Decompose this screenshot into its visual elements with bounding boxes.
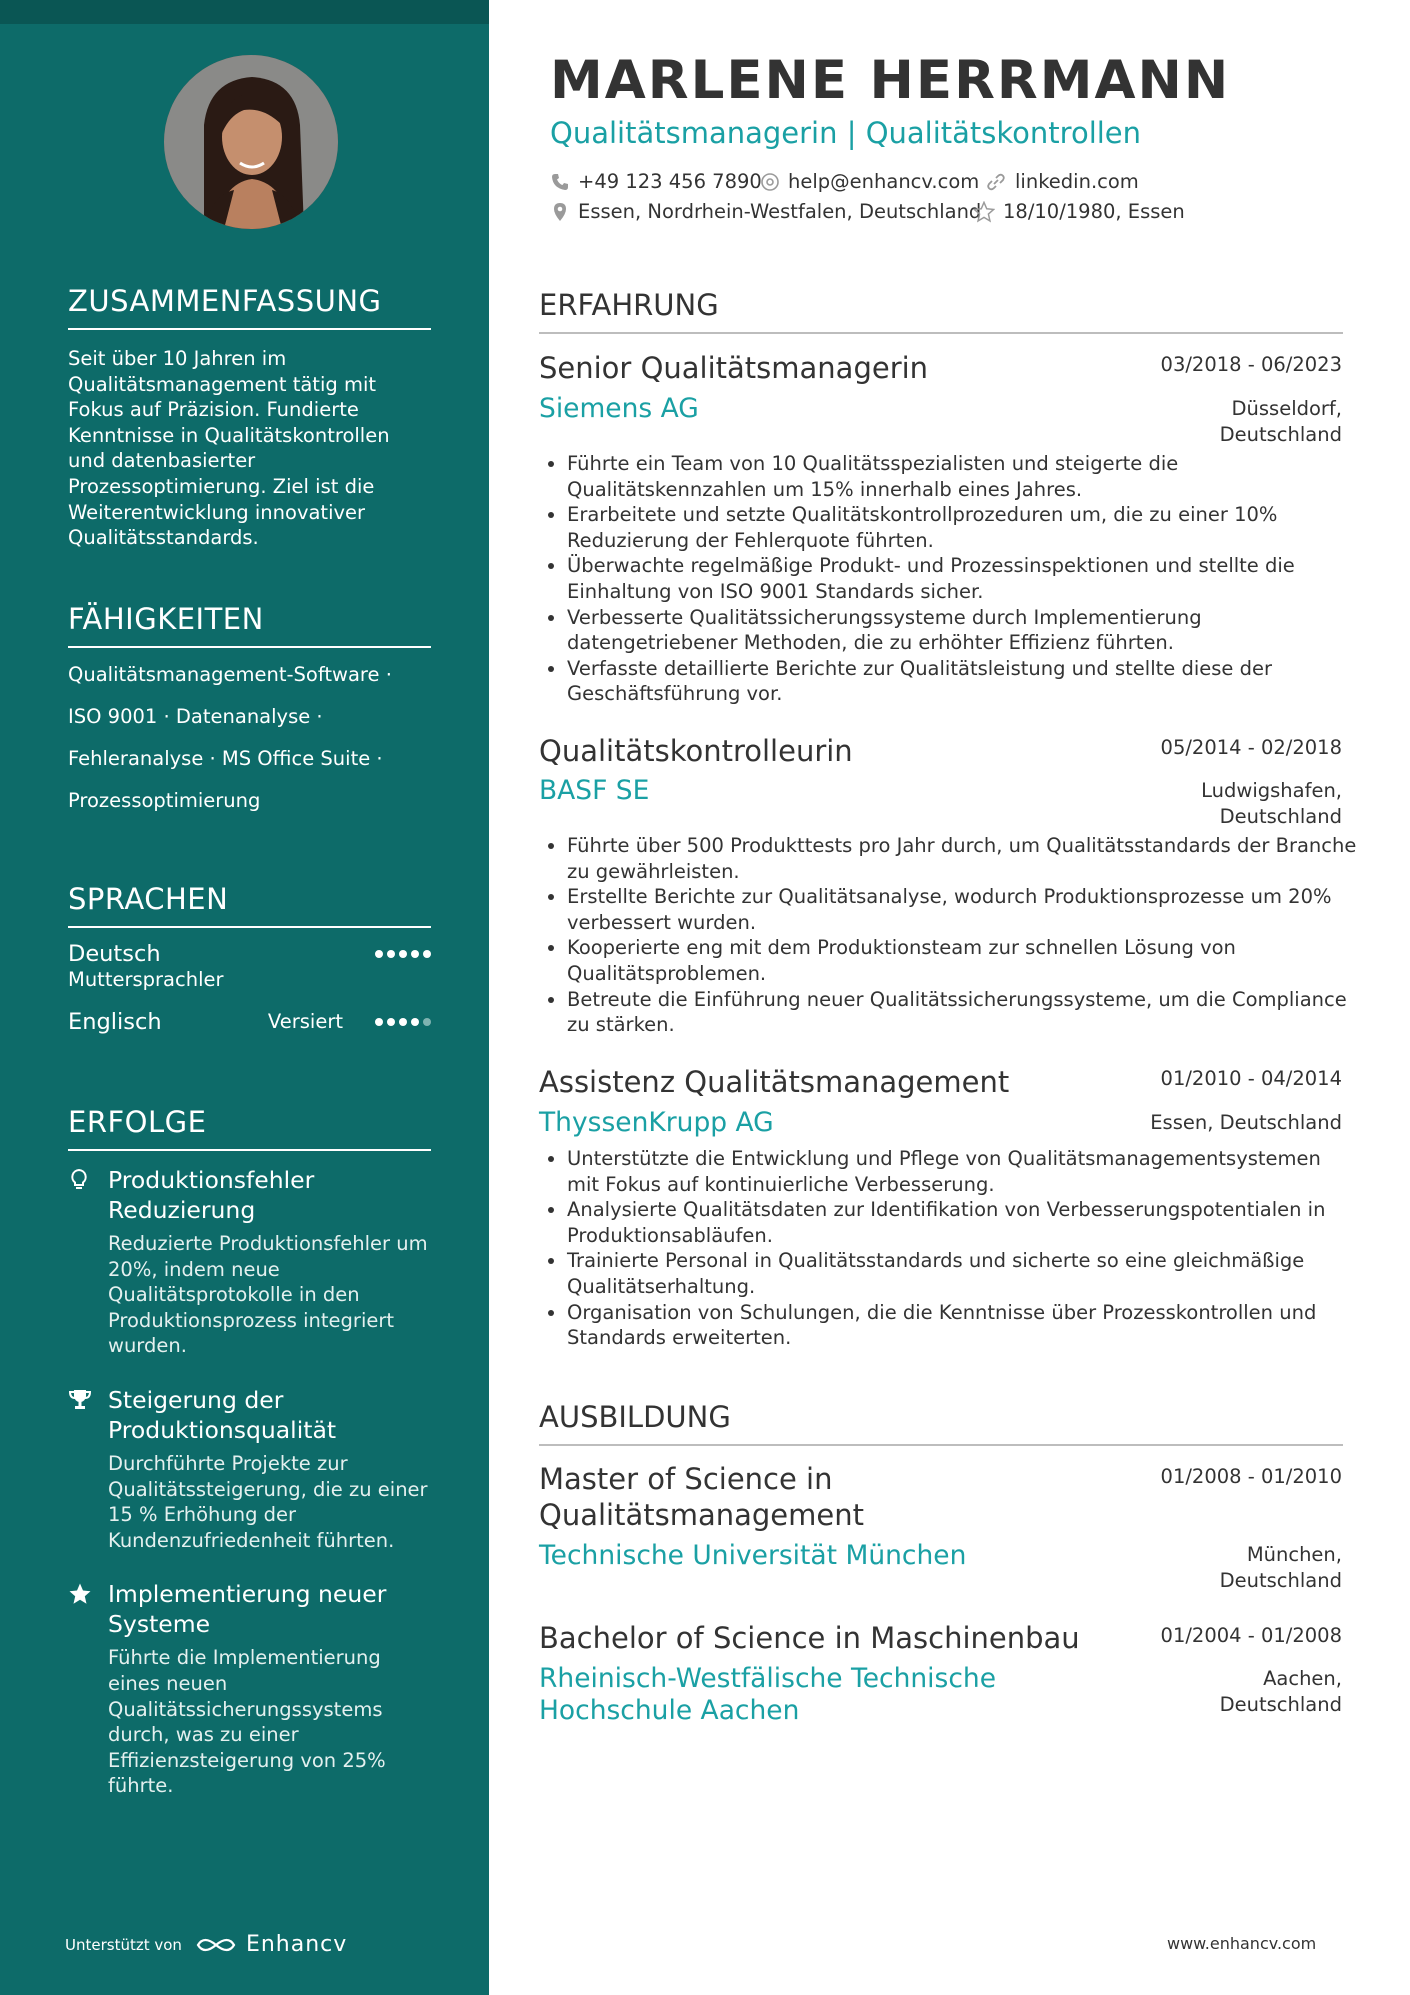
languages-title: SPRACHEN xyxy=(68,882,431,928)
at-icon xyxy=(760,172,780,192)
bullet-item: • Unterstützte die Entwicklung und Pflege von Qualitätsmanagementsystemen mit Fokus auf kontinuierliche Verbesserung. xyxy=(567,1146,1357,1197)
language-level: Versiert xyxy=(267,1010,343,1033)
education-location xyxy=(1220,1542,1342,1593)
education-location-line: Aachen, xyxy=(1263,1667,1342,1690)
phone-number: +49 123 456 7890 xyxy=(578,170,762,193)
degree-line: Qualitätsmanagement xyxy=(539,1498,864,1532)
rating-dot xyxy=(423,950,431,958)
job-location-line: Düsseldorf, xyxy=(1231,397,1342,420)
achievement-description: Durchführte Projekte zur Qualitätssteigerung, die zu einer 15 % Erhöhung der Kundenzufriedenheit führten. xyxy=(108,1451,428,1552)
star-outline-icon xyxy=(973,201,995,223)
job-dates: 01/2010 - 04/2014 xyxy=(1160,1067,1342,1090)
bullet-item: • Führte über 500 Produkttests pro Jahr durch, um Qualitätsstandards der Branche zu gewährleisten. xyxy=(567,833,1357,884)
achievement-description: Reduzierte Produktionsfehler um 20%, indem neue Qualitätsprotokolle in den Produktionsprozess integriert wurden. xyxy=(108,1232,428,1358)
education-location-line: Deutschland xyxy=(1219,1568,1342,1592)
job-dates: 05/2014 - 02/2018 xyxy=(1160,736,1342,759)
skill-line: ISO 9001 · Datenanalyse · xyxy=(68,705,323,728)
education-location-line: München, xyxy=(1246,1543,1342,1566)
bullet-item: • Führte ein Team von 10 Qualitätsspezialisten und steigerte die Qualitätskennzahlen um 15% innerhalb eines Jahres. xyxy=(567,451,1357,502)
education-location-line: Deutschland xyxy=(1219,1692,1342,1716)
bullet-item: • Erarbeitete und setzte Qualitätskontrollprozeduren um, die zu einer 10% Reduzierung der Fehlerquote führten. xyxy=(567,502,1357,553)
sidebar-top-band xyxy=(0,0,489,24)
achievement-title: Implementierung neuer Systeme xyxy=(108,1580,387,1639)
job-title: Qualitätskontrolleurin xyxy=(539,734,853,768)
language-rating xyxy=(375,950,431,958)
experience-title: ERFAHRUNG xyxy=(539,288,1343,334)
achievements-title: ERFOLGE xyxy=(68,1105,431,1151)
achievement-item xyxy=(68,1165,431,1359)
bullet-item: • Überwachte regelmäßige Produkt- und Prozessinspektionen und stellte die Einhaltung von ISO 9001 Standards sicher. xyxy=(567,553,1357,604)
language-rating xyxy=(375,1018,431,1026)
language-item xyxy=(68,940,431,992)
bullet-item: • Betreute die Einführung neuer Qualitätssicherungssysteme, um die Compliance zu stärken. xyxy=(567,987,1357,1038)
job-bullets xyxy=(539,833,1357,1038)
rating-dot xyxy=(411,950,419,958)
rating-dot xyxy=(387,950,395,958)
language-name: Englisch xyxy=(68,1009,162,1035)
language-item xyxy=(68,1008,431,1036)
education-dates: 01/2004 - 01/2008 xyxy=(1160,1624,1342,1647)
company-name: Siemens AG xyxy=(539,393,699,424)
skills-title: FÄHIGKEITEN xyxy=(68,602,431,648)
rating-dot xyxy=(411,1018,419,1026)
school-line: Hochschule Aachen xyxy=(539,1695,800,1726)
bullet-item: • Organisation von Schulungen, die die Kenntnisse über Prozesskontrollen und Standards erweiterten. xyxy=(567,1300,1357,1351)
rating-dot xyxy=(375,1018,383,1026)
degree-title xyxy=(539,1461,864,1533)
job-bullets xyxy=(539,1146,1357,1351)
sidebar xyxy=(0,0,489,1995)
achievement-description: Führte die Implementierung eines neuen Qualitätssicherungssystems durch, was zu einer Effizienzsteigerung von 25% führte. xyxy=(108,1646,386,1798)
email-address[interactable]: help@enhancv.com xyxy=(788,170,980,193)
website-link[interactable]: linkedin.com xyxy=(1015,170,1139,193)
link-icon xyxy=(985,172,1007,192)
job-location-line: Deutschland xyxy=(1219,422,1342,446)
job-headline: Qualitätsmanagerin | Qualitätskontrollen xyxy=(550,116,1142,150)
company-name: BASF SE xyxy=(539,775,650,806)
achievements-section xyxy=(68,1105,431,1799)
job-location xyxy=(1201,778,1342,829)
bullet-item: • Erstellte Berichte zur Qualitätsanalyse, wodurch Produktionsprozesse um 20% verbessert wurden. xyxy=(567,884,1357,935)
infinity-icon xyxy=(194,1933,238,1957)
company-name: ThyssenKrupp AG xyxy=(539,1107,774,1138)
star-icon xyxy=(68,1579,108,1799)
job-title: Assistenz Qualitätsmanagement xyxy=(539,1065,1010,1099)
bullet-item: • Verfasste detaillierte Berichte zur Qualitätsleistung und stellte diese der Geschäftsführung vor. xyxy=(567,656,1357,707)
job-location-line: Deutschland xyxy=(1219,804,1342,828)
job-dates: 03/2018 - 06/2023 xyxy=(1160,353,1342,376)
contact-birth xyxy=(973,200,1185,223)
job-location-line: Essen, Deutschland xyxy=(1150,1111,1342,1134)
birth-info: 18/10/1980, Essen xyxy=(1003,200,1185,223)
achievement-title: Produktionsfehler Reduzierung xyxy=(108,1166,315,1224)
candidate-name: MARLENE HERRMANN xyxy=(550,50,1231,111)
language-name: Deutsch xyxy=(68,941,161,967)
education-dates: 01/2008 - 01/2010 xyxy=(1160,1465,1342,1488)
trophy-icon xyxy=(68,1385,108,1553)
rating-dot xyxy=(387,1018,395,1026)
achievement-item xyxy=(68,1385,431,1553)
education-location xyxy=(1220,1666,1342,1717)
achievement-item xyxy=(68,1579,431,1799)
school-line: Rheinisch-Westfälische Technische xyxy=(539,1663,997,1694)
profile-photo xyxy=(164,55,338,229)
language-level: Muttersprachler xyxy=(68,968,224,991)
job-location-line: Ludwigshafen, xyxy=(1201,779,1342,802)
skill-line: Qualitätsmanagement-Software · xyxy=(68,663,392,686)
summary-text: Seit über 10 Jahren im Qualitätsmanagement tätig mit Fokus auf Präzision. Fundierte Kenntnisse in Qualitätskontrollen und datenbasierter Prozessoptimierung. Ziel ist die Weiterentwicklung innovativer Qualitätsstandards. xyxy=(68,347,390,550)
job-title: Senior Qualitätsmanagerin xyxy=(539,351,929,385)
skill-line: Fehleranalyse · MS Office Suite · xyxy=(68,747,383,770)
achievement-title: Steigerung der Produktionsqualität xyxy=(108,1385,337,1444)
job-location xyxy=(1220,396,1342,447)
languages-section xyxy=(68,882,431,1036)
footer-url[interactable]: www.enhancv.com xyxy=(1167,1934,1317,1953)
bullet-item: • Kooperierte eng mit dem Produktionsteam zur schnellen Lösung von Qualitätsproblemen. xyxy=(567,935,1357,986)
degree-line: Bachelor of Science in Maschinenbau xyxy=(539,1621,1080,1655)
bullet-item: • Analysierte Qualitätsdaten zur Identifikation von Verbesserungspotentialen in Produktionsabläufen. xyxy=(567,1197,1357,1248)
bullet-item: • Verbesserte Qualitätssicherungssysteme durch Implementierung datengetriebener Methoden, die zu erhöhter Effizienz führten. xyxy=(567,605,1357,656)
bullet-item: • Trainierte Personal in Qualitätsstandards und sicherte so eine gleichmäßige Qualitätserhaltung. xyxy=(567,1248,1357,1299)
rating-dot xyxy=(423,1018,431,1026)
summary-title: ZUSAMMENFASSUNG xyxy=(68,284,431,330)
phone-icon xyxy=(550,172,570,192)
contact-location xyxy=(550,200,981,223)
contact-phone xyxy=(550,170,762,193)
summary-section xyxy=(68,284,431,551)
rating-dot xyxy=(375,950,383,958)
school-name xyxy=(539,1663,996,1727)
degree-line: Master of Science in xyxy=(539,1462,833,1496)
school-name: Technische Universität München xyxy=(539,1540,967,1571)
job-bullets xyxy=(539,451,1357,707)
lightbulb-icon xyxy=(68,1165,108,1359)
location-text: Essen, Nordrhein-Westfalen, Deutschland xyxy=(578,200,982,223)
enhancv-logo xyxy=(194,1932,347,1957)
skill-line: Prozessoptimierung xyxy=(68,789,261,812)
degree-title xyxy=(539,1620,1080,1656)
rating-dot xyxy=(399,950,407,958)
powered-by-label: Unterstützt von xyxy=(65,1935,182,1954)
contact-email xyxy=(760,170,979,193)
job-location xyxy=(1150,1110,1342,1136)
rating-dot xyxy=(399,1018,407,1026)
contact-website xyxy=(985,170,1139,193)
brand-name: Enhancv xyxy=(245,1932,348,1957)
skills-section xyxy=(68,602,431,822)
location-icon xyxy=(550,202,570,222)
education-title: AUSBILDUNG xyxy=(539,1400,1343,1446)
powered-by xyxy=(65,1932,347,1957)
